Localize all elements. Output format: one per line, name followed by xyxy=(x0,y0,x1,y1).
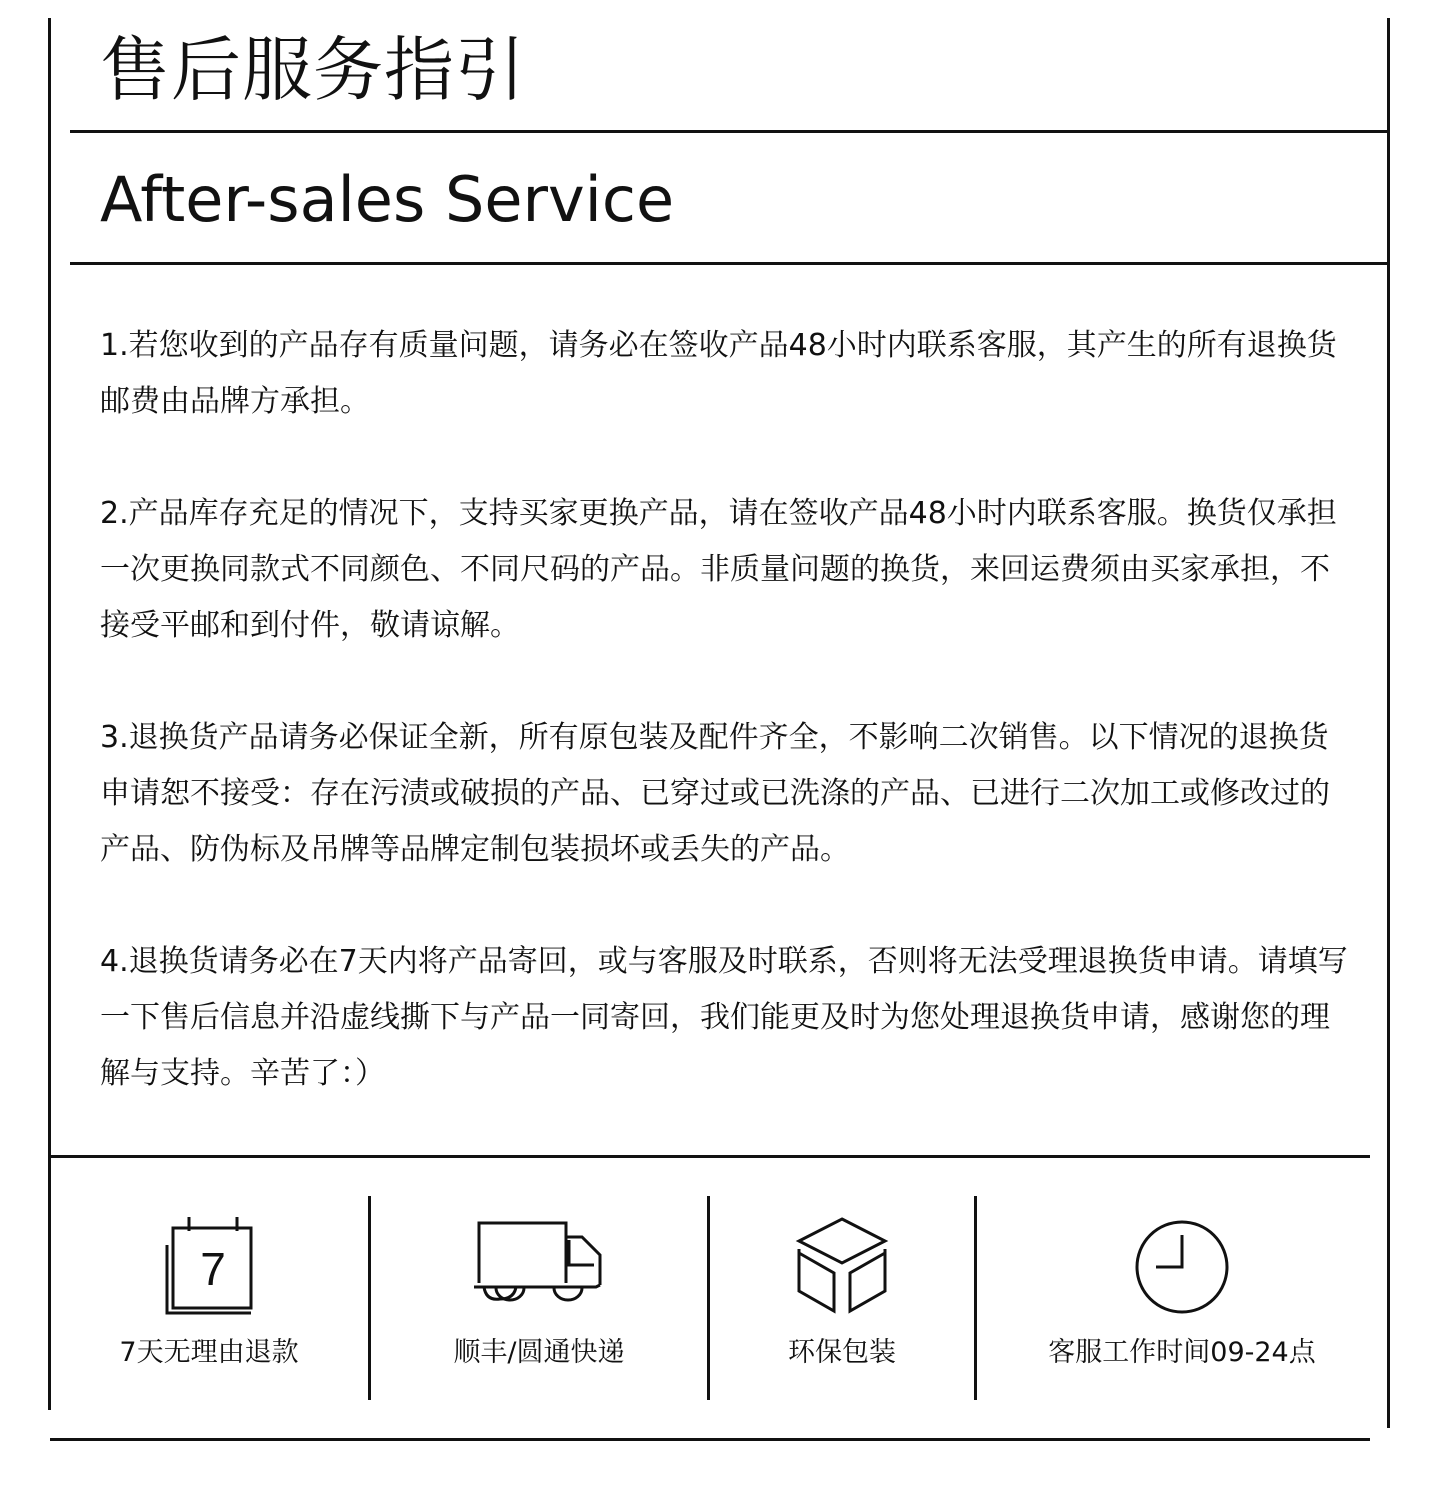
page-title: 售后服务指引 xyxy=(100,29,526,111)
calendar-7-icon xyxy=(159,1215,259,1315)
feature-label: 环保包装 xyxy=(788,1337,896,1368)
term-item: 1.若您收到的产品存有质量问题，请务必在签收产品48小时内联系客服，其产生的所有退换货邮费由品牌方承担。 xyxy=(100,328,1337,419)
subtitle-divider xyxy=(70,262,1390,265)
term-item: 3.退换货产品请务必保证全新，所有原包装及配件齐全，不影响二次销售。以下情况的退换货申请恕不接受：存在污渍或破损的产品、已穿过或已洗涤的产品、已进行二次加工或修改过的产品、防伪标及吊牌等品牌定制包装损坏或丢失的产品。 xyxy=(100,720,1330,867)
feature-shipping xyxy=(371,1200,707,1400)
service-terms xyxy=(100,318,1350,1102)
title-divider xyxy=(70,130,1390,133)
feature-service-hours xyxy=(977,1200,1387,1400)
clock-icon xyxy=(1132,1215,1232,1315)
feature-label: 7天无理由退款 xyxy=(119,1337,299,1368)
delivery-truck-icon xyxy=(474,1215,604,1315)
frame-right-line xyxy=(1387,18,1390,1428)
feature-packaging xyxy=(710,1200,974,1400)
page-subtitle: After-sales Service xyxy=(100,163,675,236)
feature-label: 客服工作时间09-24点 xyxy=(1048,1337,1316,1368)
bottom-divider xyxy=(50,1438,1370,1441)
term-item: 2.产品库存充足的情况下，支持买家更换产品，请在签收产品48小时内联系客服。换货仅承担一次更换同款式不同颜色、不同尺码的产品。非质量问题的换货，来回运费须由买家承担，不接受平邮和到付件，敬请谅解。 xyxy=(100,496,1337,643)
calendar-day-number: 7 xyxy=(200,1243,226,1295)
feature-label: 顺丰/圆通快递 xyxy=(453,1337,625,1368)
features-top-divider xyxy=(50,1155,1370,1158)
package-box-icon xyxy=(792,1215,892,1315)
term-item: 4.退换货请务必在7天内将产品寄回，或与客服及时联系，否则将无法受理退换货申请。请填写一下售后信息并沿虚线撕下与产品一同寄回，我们能更及时为您处理退换货申请，感谢您的理解与支持。辛苦了：） xyxy=(100,944,1348,1091)
feature-refund xyxy=(50,1200,368,1400)
